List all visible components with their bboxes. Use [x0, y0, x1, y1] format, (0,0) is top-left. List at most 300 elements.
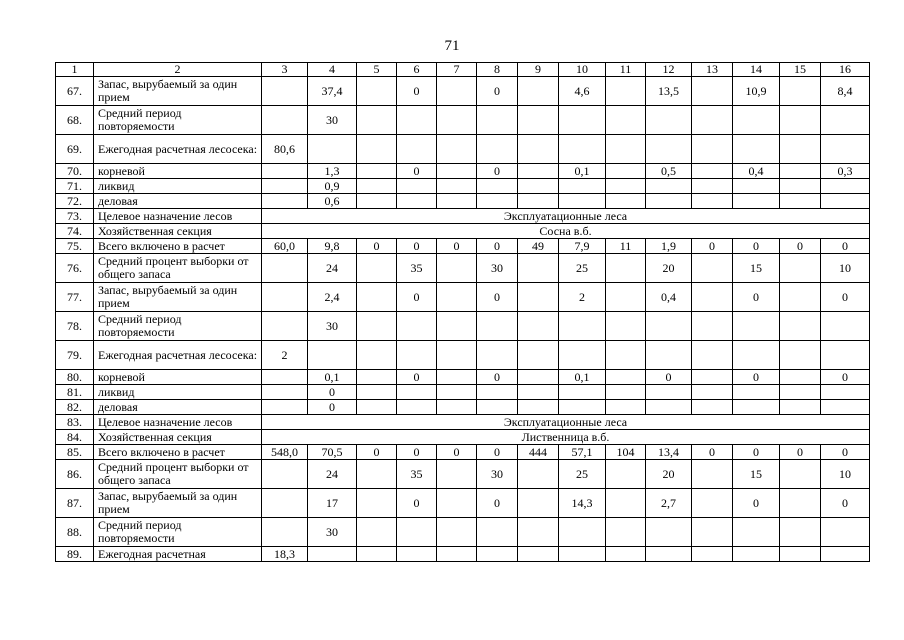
table-cell	[559, 385, 606, 400]
table-cell	[262, 283, 308, 312]
table-cell	[357, 179, 397, 194]
table-cell	[477, 106, 518, 135]
table-cell: 4,6	[559, 77, 606, 106]
table-cell: 11	[606, 239, 646, 254]
table-cell	[437, 547, 477, 562]
table-row	[56, 179, 870, 194]
table-cell	[397, 135, 437, 164]
table-cell	[692, 106, 733, 135]
row-number: 85.	[56, 445, 94, 460]
table-cell	[397, 312, 437, 341]
row-label: Средний период повторяемости	[94, 106, 262, 135]
data-table	[55, 62, 870, 562]
table-cell: 0,1	[559, 164, 606, 179]
table-cell	[262, 385, 308, 400]
table-cell	[518, 179, 559, 194]
table-cell	[780, 106, 821, 135]
table-cell	[692, 518, 733, 547]
table-cell: 13,4	[646, 445, 692, 460]
table-cell	[606, 254, 646, 283]
table-cell	[646, 341, 692, 370]
header-cell: 11	[606, 63, 646, 77]
table-cell	[518, 194, 559, 209]
table-row	[56, 370, 870, 385]
header-cell: 3	[262, 63, 308, 77]
row-label: Ежегодная расчетная лесосека:	[94, 135, 262, 164]
table-cell: 10	[821, 460, 870, 489]
table-cell	[357, 460, 397, 489]
row-label: Средний процент выборки от общего запаса	[94, 460, 262, 489]
row-number: 69.	[56, 135, 94, 164]
row-number: 68.	[56, 106, 94, 135]
table-row	[56, 254, 870, 283]
table-cell: 0	[646, 370, 692, 385]
table-cell	[518, 400, 559, 415]
table-cell: 0	[477, 164, 518, 179]
spanning-cell: Лиственница в.б.	[262, 430, 870, 445]
table-row	[56, 400, 870, 415]
table-cell	[262, 460, 308, 489]
table-cell: 548,0	[262, 445, 308, 460]
table-cell	[821, 547, 870, 562]
table-cell	[518, 489, 559, 518]
row-label: Средний период повторяемости	[94, 518, 262, 547]
table-cell	[262, 400, 308, 415]
table-row	[56, 430, 870, 445]
table-cell: 0	[733, 489, 780, 518]
table-cell	[357, 254, 397, 283]
table-cell	[477, 400, 518, 415]
table-cell	[357, 400, 397, 415]
header-cell: 14	[733, 63, 780, 77]
table-cell	[559, 106, 606, 135]
table-cell: 0	[821, 239, 870, 254]
row-number: 81.	[56, 385, 94, 400]
table-cell: 30	[477, 460, 518, 489]
table-cell: 0	[437, 445, 477, 460]
table-cell	[733, 106, 780, 135]
row-number: 78.	[56, 312, 94, 341]
table-cell	[780, 547, 821, 562]
table-row	[56, 224, 870, 239]
table-cell	[397, 341, 437, 370]
table-cell	[692, 164, 733, 179]
row-number: 73.	[56, 209, 94, 224]
table-row	[56, 415, 870, 430]
row-number: 72.	[56, 194, 94, 209]
table-cell	[733, 518, 780, 547]
table-row	[56, 194, 870, 209]
table-cell: 14,3	[559, 489, 606, 518]
table-cell: 0	[477, 239, 518, 254]
table-cell: 0	[692, 239, 733, 254]
table-cell	[518, 77, 559, 106]
table-cell	[357, 489, 397, 518]
table-cell: 15	[733, 460, 780, 489]
table-cell	[646, 385, 692, 400]
table-cell	[357, 194, 397, 209]
table-cell	[606, 135, 646, 164]
table-cell: 30	[308, 518, 357, 547]
table-row	[56, 77, 870, 106]
table-cell: 10,9	[733, 77, 780, 106]
table-cell: 0	[821, 445, 870, 460]
row-label: корневой	[94, 370, 262, 385]
table-cell: 0	[397, 77, 437, 106]
table-cell	[559, 400, 606, 415]
table-cell: 0	[733, 283, 780, 312]
table-cell	[397, 179, 437, 194]
table-cell	[357, 77, 397, 106]
table-cell	[477, 312, 518, 341]
table-cell: 0	[308, 400, 357, 415]
header-cell: 8	[477, 63, 518, 77]
table-cell	[559, 194, 606, 209]
table-cell	[606, 518, 646, 547]
table-cell	[437, 194, 477, 209]
table-row	[56, 283, 870, 312]
table-cell	[780, 179, 821, 194]
table-cell	[733, 179, 780, 194]
table-cell	[518, 385, 559, 400]
table-cell: 0,3	[821, 164, 870, 179]
table-cell: 37,4	[308, 77, 357, 106]
table-cell	[437, 460, 477, 489]
table-row	[56, 209, 870, 224]
table-cell: 0,4	[733, 164, 780, 179]
table-cell: 80,6	[262, 135, 308, 164]
table-cell	[606, 385, 646, 400]
table-cell	[477, 341, 518, 370]
table-cell	[646, 547, 692, 562]
table-cell	[262, 489, 308, 518]
table-cell: 0,1	[308, 370, 357, 385]
table-cell	[780, 254, 821, 283]
table-cell: 13,5	[646, 77, 692, 106]
table-cell: 0,6	[308, 194, 357, 209]
table-row	[56, 489, 870, 518]
row-label: Всего включено в расчет	[94, 445, 262, 460]
table-cell	[692, 135, 733, 164]
table-cell	[733, 341, 780, 370]
table-cell	[733, 547, 780, 562]
table-cell: 1,3	[308, 164, 357, 179]
row-label: Запас, вырубаемый за один прием	[94, 489, 262, 518]
table-cell	[692, 254, 733, 283]
table-cell	[357, 518, 397, 547]
header-cell: 16	[821, 63, 870, 77]
table-cell	[780, 164, 821, 179]
table-cell: 60,0	[262, 239, 308, 254]
table-cell	[606, 77, 646, 106]
table-cell: 0	[477, 283, 518, 312]
table-cell	[606, 194, 646, 209]
table-cell	[733, 385, 780, 400]
row-label: Запас, вырубаемый за один прием	[94, 283, 262, 312]
table-cell: 0,4	[646, 283, 692, 312]
table-cell: 2	[559, 283, 606, 312]
table-cell	[518, 547, 559, 562]
table-cell: 2,7	[646, 489, 692, 518]
table-cell	[437, 518, 477, 547]
table-row	[56, 547, 870, 562]
row-number: 84.	[56, 430, 94, 445]
table-cell: 0	[357, 445, 397, 460]
table-row	[56, 385, 870, 400]
table-cell	[437, 77, 477, 106]
table-cell	[262, 370, 308, 385]
table-cell	[437, 283, 477, 312]
row-label: Целевое назначение лесов	[94, 415, 262, 430]
table-cell: 9,8	[308, 239, 357, 254]
table-cell	[821, 106, 870, 135]
table-cell	[780, 385, 821, 400]
table-row	[56, 164, 870, 179]
table-cell	[477, 385, 518, 400]
table-cell	[518, 254, 559, 283]
row-label: деловая	[94, 194, 262, 209]
table-cell	[692, 283, 733, 312]
table-cell	[357, 547, 397, 562]
table-row	[56, 135, 870, 164]
table-cell	[518, 370, 559, 385]
table-cell: 30	[308, 106, 357, 135]
table-cell	[397, 194, 437, 209]
table-cell	[357, 370, 397, 385]
table-cell: 0	[780, 239, 821, 254]
table-cell: 24	[308, 460, 357, 489]
table-cell: 18,3	[262, 547, 308, 562]
table-cell: 35	[397, 254, 437, 283]
table-cell	[821, 518, 870, 547]
row-number: 75.	[56, 239, 94, 254]
table-cell: 0	[821, 489, 870, 518]
table-cell	[821, 341, 870, 370]
table-cell	[733, 400, 780, 415]
table-cell	[437, 164, 477, 179]
table-cell	[692, 312, 733, 341]
row-number: 67.	[56, 77, 94, 106]
table-cell	[262, 518, 308, 547]
table-cell: 0	[308, 385, 357, 400]
table-cell	[733, 312, 780, 341]
row-label: Целевое назначение лесов	[94, 209, 262, 224]
table-row	[56, 518, 870, 547]
table-cell: 104	[606, 445, 646, 460]
table-cell	[780, 77, 821, 106]
table-cell: 24	[308, 254, 357, 283]
table-cell: 20	[646, 460, 692, 489]
table-cell	[559, 547, 606, 562]
table-row	[56, 106, 870, 135]
table-cell	[262, 312, 308, 341]
table-cell: 70,5	[308, 445, 357, 460]
table-cell: 17	[308, 489, 357, 518]
table-cell	[821, 400, 870, 415]
table-cell	[692, 194, 733, 209]
table-cell: 0	[733, 239, 780, 254]
table-row	[56, 445, 870, 460]
header-cell: 5	[357, 63, 397, 77]
table-cell: 0	[821, 370, 870, 385]
table-cell	[477, 518, 518, 547]
row-label: ликвид	[94, 385, 262, 400]
table-cell	[518, 164, 559, 179]
row-number: 80.	[56, 370, 94, 385]
table-cell	[559, 312, 606, 341]
table-cell	[477, 194, 518, 209]
table-cell	[357, 106, 397, 135]
row-label: Всего включено в расчет	[94, 239, 262, 254]
row-label: Ежегодная расчетная	[94, 547, 262, 562]
spanning-cell: Сосна в.б.	[262, 224, 870, 239]
header-cell: 7	[437, 63, 477, 77]
table-cell	[262, 179, 308, 194]
table-cell	[357, 135, 397, 164]
table-cell	[606, 400, 646, 415]
table-cell	[733, 194, 780, 209]
table-cell	[518, 283, 559, 312]
table-cell	[397, 547, 437, 562]
table-cell	[692, 489, 733, 518]
table-cell	[357, 283, 397, 312]
table-cell: 0	[733, 445, 780, 460]
table-row	[56, 460, 870, 489]
table-cell	[692, 179, 733, 194]
table-cell: 1,9	[646, 239, 692, 254]
table-cell	[821, 194, 870, 209]
table-cell	[780, 370, 821, 385]
table-cell	[477, 135, 518, 164]
row-label: Средний период повторяемости	[94, 312, 262, 341]
header-cell: 9	[518, 63, 559, 77]
row-number: 76.	[56, 254, 94, 283]
table-cell	[518, 135, 559, 164]
table-cell	[780, 518, 821, 547]
table-cell	[437, 400, 477, 415]
table-cell	[733, 135, 780, 164]
table-cell	[692, 370, 733, 385]
table-cell	[646, 179, 692, 194]
table-cell: 0,9	[308, 179, 357, 194]
row-number: 71.	[56, 179, 94, 194]
table-cell	[397, 385, 437, 400]
table-cell: 30	[477, 254, 518, 283]
row-number: 88.	[56, 518, 94, 547]
table-cell	[357, 312, 397, 341]
table-cell: 0	[397, 489, 437, 518]
table-cell	[780, 194, 821, 209]
table-cell: 0	[780, 445, 821, 460]
table-cell: 8,4	[821, 77, 870, 106]
table-cell	[780, 135, 821, 164]
table-cell	[780, 489, 821, 518]
table-cell	[821, 312, 870, 341]
table-cell: 0	[733, 370, 780, 385]
table-cell	[692, 341, 733, 370]
table-cell: 35	[397, 460, 437, 489]
table-cell: 25	[559, 460, 606, 489]
row-number: 82.	[56, 400, 94, 415]
header-cell: 15	[780, 63, 821, 77]
table-cell	[437, 106, 477, 135]
row-number: 87.	[56, 489, 94, 518]
table-cell	[821, 385, 870, 400]
table-cell	[357, 385, 397, 400]
header-cell: 10	[559, 63, 606, 77]
table-cell	[606, 341, 646, 370]
table-cell	[692, 400, 733, 415]
table-cell: 7,9	[559, 239, 606, 254]
table-cell: 0	[821, 283, 870, 312]
table-cell: 0	[692, 445, 733, 460]
table-cell	[262, 77, 308, 106]
table-cell	[437, 341, 477, 370]
table-cell: 0	[397, 283, 437, 312]
table-cell	[606, 283, 646, 312]
row-label: Хозяйственная секция	[94, 224, 262, 239]
table-cell	[559, 135, 606, 164]
header-cell: 6	[397, 63, 437, 77]
table-cell: 57,1	[559, 445, 606, 460]
row-number: 83.	[56, 415, 94, 430]
table-cell	[437, 254, 477, 283]
table-cell	[437, 385, 477, 400]
table-cell: 20	[646, 254, 692, 283]
table-cell	[606, 460, 646, 489]
row-label: корневой	[94, 164, 262, 179]
table-cell: 30	[308, 312, 357, 341]
table-cell: 25	[559, 254, 606, 283]
table-cell	[606, 164, 646, 179]
table-cell	[559, 518, 606, 547]
spanning-cell: Эксплуатационные леса	[262, 209, 870, 224]
table-cell	[692, 385, 733, 400]
table-row	[56, 239, 870, 254]
table-cell	[559, 341, 606, 370]
table-cell	[518, 106, 559, 135]
table-cell	[518, 460, 559, 489]
table-cell	[606, 547, 646, 562]
table-cell	[780, 312, 821, 341]
table-cell: 0	[397, 445, 437, 460]
table-cell	[397, 518, 437, 547]
table-cell	[262, 254, 308, 283]
table-cell	[477, 547, 518, 562]
row-number: 74.	[56, 224, 94, 239]
row-number: 89.	[56, 547, 94, 562]
table-row	[56, 312, 870, 341]
table-cell	[646, 135, 692, 164]
row-number: 77.	[56, 283, 94, 312]
table-cell	[397, 106, 437, 135]
table-cell	[559, 179, 606, 194]
row-number: 86.	[56, 460, 94, 489]
row-number: 79.	[56, 341, 94, 370]
table-cell: 49	[518, 239, 559, 254]
table-cell	[692, 547, 733, 562]
table-cell	[262, 106, 308, 135]
table-cell	[308, 135, 357, 164]
table-cell: 0	[477, 77, 518, 106]
table-cell	[646, 400, 692, 415]
table-cell	[518, 312, 559, 341]
row-label: ликвид	[94, 179, 262, 194]
row-label: деловая	[94, 400, 262, 415]
row-label: Средний процент выборки от общего запаса	[94, 254, 262, 283]
row-label: Запас, вырубаемый за один прием	[94, 77, 262, 106]
row-label: Хозяйственная секция	[94, 430, 262, 445]
